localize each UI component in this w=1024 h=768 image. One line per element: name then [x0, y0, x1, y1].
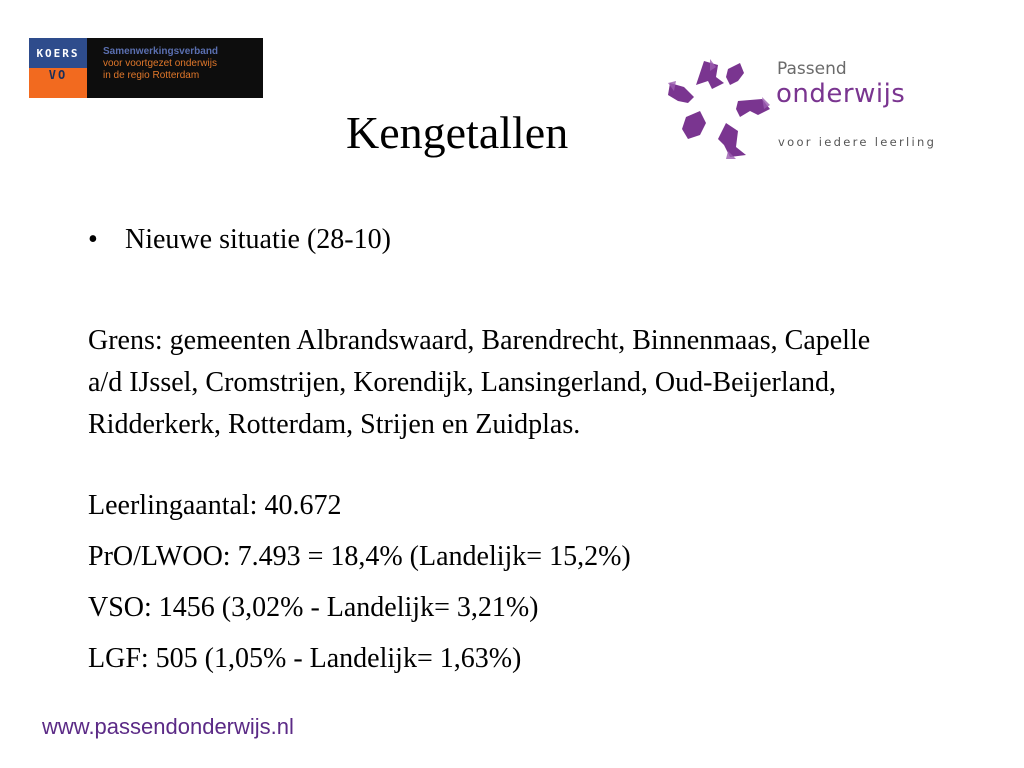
koers-vo-text: [87, 38, 263, 98]
slide-title: Kengetallen: [346, 107, 569, 158]
bullet-item: [88, 224, 391, 256]
koers-vo-mark: [29, 38, 87, 98]
bullet-text: Nieuwe situatie (28-10): [125, 224, 391, 255]
koers-vo-logo: [29, 38, 263, 98]
koers-line-2: voor voortgezet onderwijs: [103, 58, 217, 69]
vso-line: VSO: 1456 (3,02% - Landelijk= 3,21%): [88, 592, 539, 623]
pinwheel-figures-icon: [666, 55, 776, 161]
onderwijs-word: onderwijs: [776, 79, 906, 109]
lgf-line: LGF: 505 (1,05% - Landelijk= 1,63%): [88, 643, 522, 674]
grens-paragraph: Grens: gemeenten Albrandswaard, Barendrecht, Binnenmaas, Capelle a/d IJssel, Cromstrijen, Korendijk, Lansingerland, Oud-Beijerland, Ridderkerk, Rotterdam, Strijen en Zuidplas.: [88, 325, 871, 440]
passend-onderwijs-logo: [666, 55, 937, 165]
koers-mark-bottom: VO: [29, 68, 87, 98]
passend-tagline: voor iedere leerling: [778, 135, 937, 149]
footer-url-link[interactable]: www.passendonderwijs.nl: [42, 714, 294, 739]
koers-line-3: in de regio Rotterdam: [103, 70, 200, 81]
koers-line-1: Samenwerkingsverband: [103, 46, 219, 57]
passend-word: Passend: [777, 59, 847, 79]
leerlingaantal-line: Leerlingaantal: 40.672: [88, 490, 342, 521]
koers-mark-top: KOERS: [29, 38, 87, 68]
pro-lwoo-line: PrO/LWOO: 7.493 = 18,4% (Landelijk= 15,2%): [88, 541, 631, 572]
bullet-marker: •: [88, 224, 98, 255]
